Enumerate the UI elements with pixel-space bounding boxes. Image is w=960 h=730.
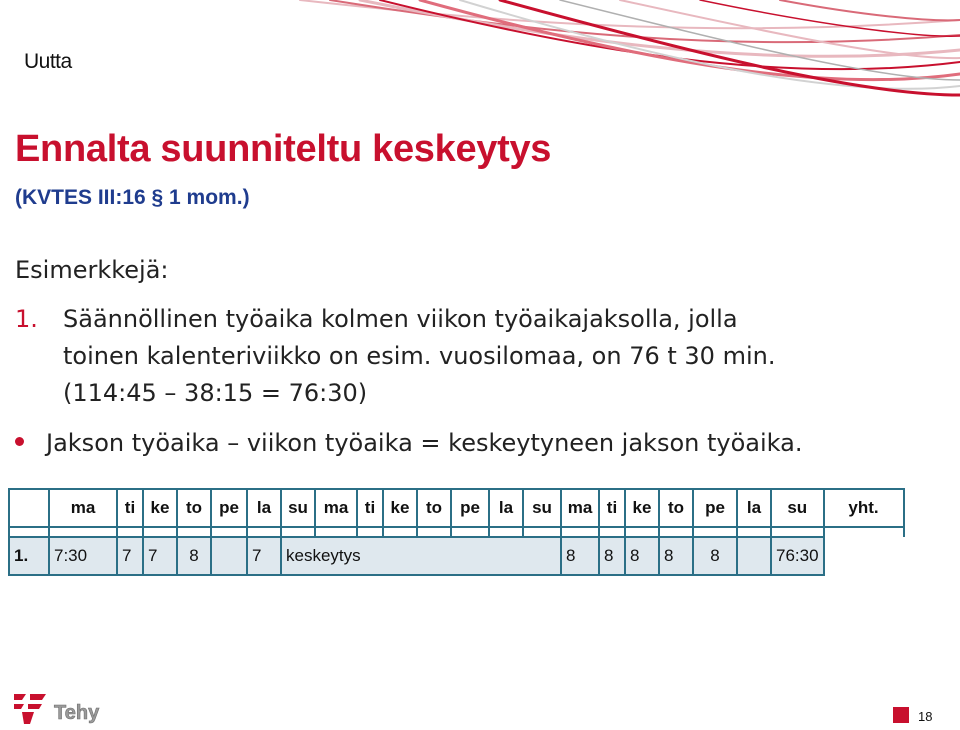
decorative-swoosh	[0, 0, 960, 110]
tehy-logo-text: Tehy	[54, 702, 100, 724]
page-number: 18	[918, 709, 933, 724]
page-title: Ennalta suunniteltu keskeytys	[15, 128, 552, 170]
table-cell: 8	[561, 537, 599, 575]
table-header-cell: ma	[561, 489, 599, 527]
tehy-logo	[12, 690, 132, 730]
table-header-cell: la	[489, 489, 523, 527]
example-line-3: (114:45 – 38:15 = 76:30)	[63, 379, 368, 407]
table-header-cell: ti	[357, 489, 383, 527]
table-header-cell: to	[177, 489, 211, 527]
bullet-dot-icon	[15, 437, 24, 446]
table-header-cell: ti	[599, 489, 625, 527]
bullet-item	[15, 429, 802, 457]
table-header-cell: ke	[625, 489, 659, 527]
table-header-cell: su	[771, 489, 824, 527]
table-header-cell: la	[737, 489, 771, 527]
table-cell	[737, 537, 771, 575]
interruption-cell: keskeytys	[281, 537, 561, 575]
tehy-logo-icon	[12, 690, 132, 726]
table-row-label: 1.	[9, 537, 49, 575]
examples-label: Esimerkkejä:	[15, 256, 169, 284]
table-header-cell: ma	[49, 489, 117, 527]
table-header-cell: su	[523, 489, 561, 527]
table-header-cell: ke	[143, 489, 177, 527]
table-header-cell: to	[417, 489, 451, 527]
page-subtitle: (KVTES III:16 § 1 mom.)	[15, 186, 250, 209]
table-cell: 8	[625, 537, 659, 575]
header-tag: Uutta	[24, 50, 72, 73]
example-line-1	[15, 301, 875, 338]
example-number: 1.	[15, 305, 38, 333]
table-cell: 8	[659, 537, 693, 575]
table-header-cell: ti	[117, 489, 143, 527]
example-item	[15, 301, 875, 412]
table-cell: 7	[117, 537, 143, 575]
table-header-cell: su	[281, 489, 315, 527]
table-header-cell: pe	[211, 489, 247, 527]
table-row	[9, 537, 904, 575]
table-cell: 7	[143, 537, 177, 575]
example-text-1: Säännöllinen työaika kolmen viikon työaikajaksolla, jolla	[63, 305, 738, 333]
table-cell: 7:30	[49, 537, 117, 575]
table-header-cell: ke	[383, 489, 417, 527]
table-header-cell: pe	[451, 489, 489, 527]
example-line-2: toinen kalenteriviikko on esim. vuosilomaa, on 76 t 30 min.	[63, 342, 776, 370]
table-cell: 8	[599, 537, 625, 575]
table-spacer-row	[9, 527, 904, 537]
table-header-cell	[9, 489, 49, 527]
table-cell	[211, 537, 247, 575]
table-header-cell: ma	[315, 489, 357, 527]
bullet-text: Jakson työaika – viikon työaika = keskeytyneen jakson työaika.	[46, 429, 803, 457]
page-number-marker	[893, 707, 909, 723]
schedule-table	[8, 488, 905, 576]
table-header-cell: pe	[693, 489, 737, 527]
table-header-cell: la	[247, 489, 281, 527]
table-header-row	[9, 489, 904, 527]
table-cell: 8	[693, 537, 737, 575]
table-header-cell: to	[659, 489, 693, 527]
table-cell: 8	[177, 537, 211, 575]
table-header-cell: yht.	[824, 489, 904, 527]
table-cell: 7	[247, 537, 281, 575]
table-total-cell: 76:30	[771, 537, 824, 575]
